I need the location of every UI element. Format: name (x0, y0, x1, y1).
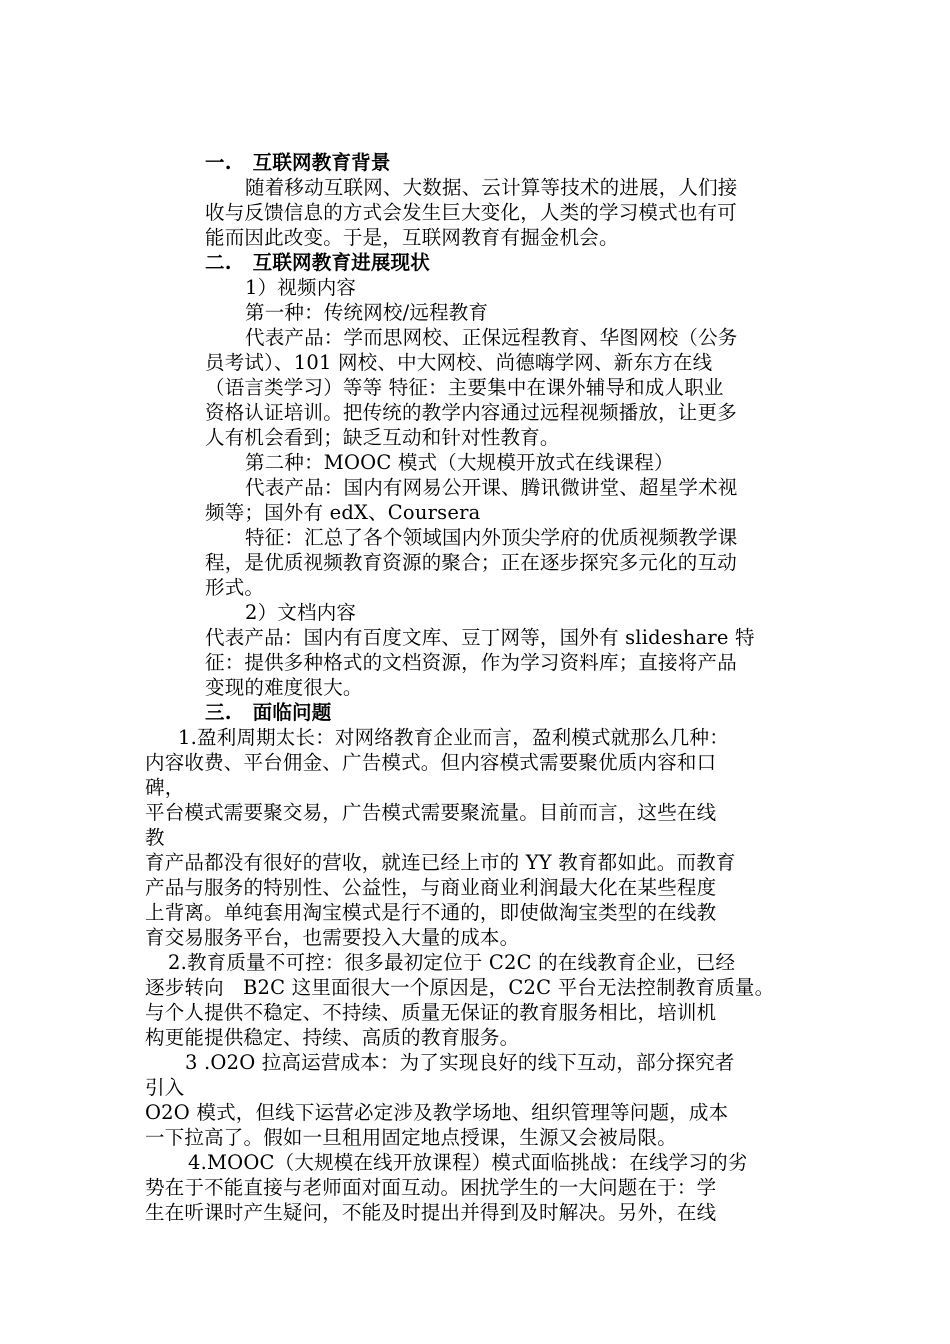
paragraph-line: 征：提供多种格式的文档资源，作为学习资料库；直接将产品 (205, 651, 737, 674)
paragraph-line: 4.MOOC（大规模在线开放课程）模式面临挑战：在线学习的劣 (188, 1151, 748, 1174)
section-heading-1: 一. 互联网教育背景 (205, 151, 391, 174)
paragraph-line: 3 .O2O 拉高运营成本：为了实现良好的线下互动，部分探究者 (185, 1051, 735, 1074)
paragraph-line: 2.教育质量不可控：很多最初定位于 C2C 的在线教育企业，已经 (168, 951, 736, 974)
paragraph-line: 代表产品：国内有网易公开课、腾讯微讲堂、超星学术视 (245, 476, 738, 499)
paragraph-line: 一下拉高了。假如一旦租用固定地点授课，生源又会被局限。 (145, 1126, 677, 1149)
paragraph-line: O2O 模式，但线下运营必定涉及教学场地、组织管理等问题，成本 (145, 1101, 729, 1124)
paragraph-line: 产品与服务的特别性、公益性，与商业商业利润最大化在某些程度 (145, 876, 717, 899)
paragraph-line: 碑， (145, 776, 185, 799)
paragraph-line: 教 (145, 826, 165, 849)
paragraph-line: 上背离。单纯套用淘宝模式是行不通的，即使做淘宝类型的在线教 (145, 901, 717, 924)
paragraph-line: 能而因此改变。于是，互联网教育有掘金机会。 (205, 226, 619, 249)
section-heading-2: 二. 互联网教育进展现状 (205, 251, 430, 274)
paragraph-line: 资格认证培训。把传统的教学内容通过远程视频播放，让更多 (205, 401, 737, 424)
paragraph-line: 第一种：传统网校/远程教育 (245, 301, 489, 324)
paragraph-line: 引入 (145, 1076, 185, 1099)
section-heading-3: 三. 面临问题 (205, 701, 332, 724)
paragraph-line: 收与反馈信息的方式会发生巨大变化，人类的学习模式也有可 (205, 201, 737, 224)
paragraph-line: 随着移动互联网、大数据、云计算等技术的进展，人们接 (245, 176, 738, 199)
paragraph-line: （语言类学习）等等 特征：主要集中在课外辅导和成人职业 (205, 376, 724, 399)
paragraph-line: 频等；国外有 edX、Coursera (205, 501, 481, 524)
paragraph-line: 育产品都没有很好的营收，就连已经上市的 YY 教育都如此。而教育 (145, 851, 736, 874)
paragraph-line: 人有机会看到；缺乏互动和针对性教育。 (205, 426, 560, 449)
paragraph-line: 1）视频内容 (245, 276, 357, 299)
paragraph-line: 特征：汇总了各个领域国内外顶尖学府的优质视频教学课 (245, 526, 738, 549)
paragraph-line: 内容收费、平台佣金、广告模式。但内容模式需要聚优质内容和口 (145, 751, 717, 774)
paragraph-line: 变现的难度很大。 (205, 676, 363, 699)
paragraph-line: 代表产品：国内有百度文库、豆丁网等，国外有 slideshare 特 (205, 626, 755, 649)
paragraph-line: 育交易服务平台，也需要投入大量的成本。 (145, 926, 520, 949)
paragraph-line: 构更能提供稳定、持续、高质的教育服务。 (145, 1026, 520, 1049)
paragraph-line: 与个人提供不稳定、不持续、质量无保证的教育服务相比，培训机 (145, 1001, 717, 1024)
paragraph-line: 生在听课时产生疑问，不能及时提出并得到及时解决。另外，在线 (145, 1201, 717, 1224)
paragraph-line: 第二种：MOOC 模式（大规模开放式在线课程） (245, 451, 674, 474)
paragraph-line: 代表产品：学而思网校、正保远程教育、华图网校（公务 (245, 326, 738, 349)
paragraph-line: 1.盈利周期太长：对网络教育企业而言，盈利模式就那么几种： (178, 726, 729, 749)
paragraph-line: 势在于不能直接与老师面对面互动。困扰学生的一大问题在于：学 (145, 1176, 717, 1199)
paragraph-line: 平台模式需要聚交易，广告模式需要聚流量。目前而言，这些在线 (145, 801, 717, 824)
paragraph-line: 程，是优质视频教育资源的聚合；正在逐步探究多元化的互动 (205, 551, 737, 574)
paragraph-line: 2）文档内容 (245, 601, 357, 624)
paragraph-line: 逐步转向 B2C 这里面很大一个原因是，C2C 平台无法控制教育质量。 (145, 976, 775, 999)
paragraph-line: 形式。 (205, 576, 265, 599)
paragraph-line: 员考试）、101 网校、中大网校、尚德嗨学网、新东方在线 (205, 351, 713, 374)
